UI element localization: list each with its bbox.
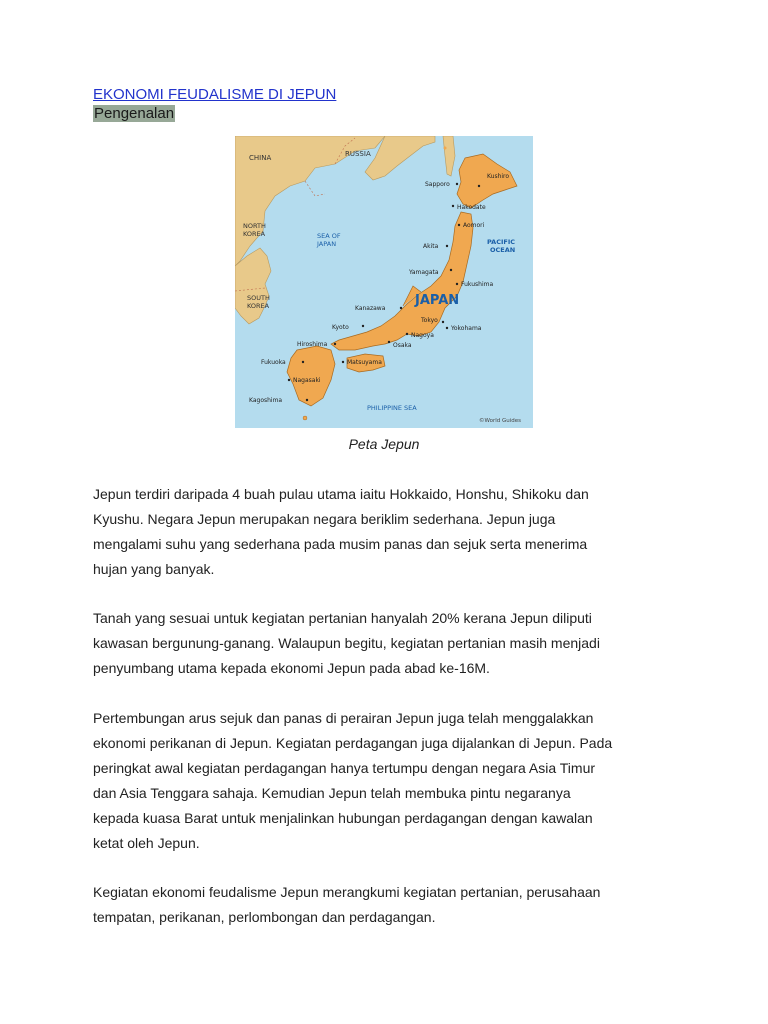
philippine-sea-label: PHILIPPINE SEA	[367, 404, 417, 412]
tokyo-label: Tokyo	[421, 317, 438, 324]
paragraph-line: Kegiatan ekonomi feudalisme Jepun merangkumi kegiatan pertanian, perusahaan	[93, 884, 601, 900]
kushiro-label: Kushiro	[487, 173, 510, 180]
paragraph-line: ketat oleh Jepun.	[93, 835, 200, 851]
kanazawa-label: Kanazawa	[355, 305, 386, 312]
china-label: CHINA	[249, 154, 272, 162]
paragraph-1	[93, 482, 693, 582]
kyoto-label: Kyoto	[332, 324, 349, 331]
kanazawa-marker	[400, 307, 402, 309]
north-korea-label-line2: KOREA	[243, 230, 266, 238]
paragraph-line: kepada kuasa Barat untuk menjalinkan hubungan perdagangan dengan kawalan	[93, 810, 593, 826]
akita-label: Akita	[423, 243, 439, 250]
aomori-marker	[458, 224, 460, 226]
sapporo-label: Sapporo	[425, 181, 450, 188]
fukuoka-marker	[302, 361, 304, 363]
paragraph-line: Jepun terdiri daripada 4 buah pulau utama iaitu Hokkaido, Honshu, Shikoku dan	[93, 486, 589, 502]
yokohama-marker	[446, 327, 448, 329]
north-korea-label-line1: NORTH	[243, 222, 266, 230]
osaka-label: Osaka	[393, 342, 412, 349]
south-korea-label-line1: SOUTH	[247, 294, 270, 302]
sea-of-japan-label-line1: SEA OF	[317, 232, 341, 240]
paragraph-line: penyumbang utama kepada ekonomi Jepun pada abad ke-16M.	[93, 660, 490, 676]
nagoya-label: Nagoya	[411, 332, 434, 339]
tokyo-marker	[442, 321, 444, 323]
south-korea-label-line2: KOREA	[247, 302, 270, 310]
fukushima-marker	[456, 283, 458, 285]
sapporo-marker	[456, 183, 458, 185]
pacific-ocean-label-line2: OCEAN	[490, 246, 516, 254]
paragraph-line: Kyushu. Negara Jepun merupakan negara beriklim sederhana. Jepun juga	[93, 511, 556, 527]
hiroshima-label: Hiroshima	[297, 341, 328, 348]
osaka-marker	[388, 341, 390, 343]
paragraph-line: tempatan, perikanan, perlombongan dan perdagangan.	[93, 909, 436, 925]
section-heading-highlighted: Pengenalan	[94, 105, 175, 122]
japan-label: JAPAN	[415, 293, 460, 308]
nagoya-marker	[406, 333, 408, 335]
pacific-ocean-label-line1: PACIFIC	[487, 238, 516, 246]
nagasaki-marker	[288, 379, 290, 381]
map-caption: Peta Jepun	[348, 436, 420, 452]
paragraph-line: Pertembungan arus sejuk dan panas di perairan Jepun juga telah menggalakkan	[93, 710, 594, 726]
kushiro-marker	[478, 185, 480, 187]
yamagata-marker	[450, 269, 452, 271]
document-title-link[interactable]: EKONOMI FEUDALISME DI JEPUN	[93, 86, 337, 103]
fukushima-label: Fukushima	[461, 281, 494, 288]
hakodate-label: Hakodate	[457, 204, 486, 211]
paragraph-2	[93, 606, 693, 681]
japan-map-image	[235, 136, 533, 428]
hakodate-marker	[452, 205, 454, 207]
nagasaki-label: Nagasaki	[293, 377, 321, 384]
kagoshima-marker	[306, 399, 308, 401]
yamagata-label: Yamagata	[409, 269, 439, 276]
fukuoka-label: Fukuoka	[261, 359, 286, 366]
map-credit: ©World Guides	[479, 418, 522, 424]
paragraph-line: peringkat awal kegiatan perdagangan hanya tertumpu dengan negara Asia Timur	[93, 760, 596, 776]
aomori-label: Aomori	[463, 222, 485, 229]
sea-of-japan-label-line2: JAPAN	[317, 240, 337, 248]
kyoto-marker	[362, 325, 364, 327]
paragraph-3	[93, 706, 693, 856]
kagoshima-label: Kagoshima	[249, 397, 283, 404]
paragraph-line: dan Asia Tenggara sahaja. Kemudian Jepun telah membuka pintu negaranya	[93, 785, 571, 801]
paragraph-line: mengalami suhu yang sederhana pada musim panas dan sejuk serta menerima	[93, 536, 588, 552]
paragraph-line: ekonomi perikanan di Jepun. Kegiatan perdagangan juga dijalankan di Jepun. Pada	[93, 735, 613, 751]
paragraph-line: kawasan bergunung-ganang. Walaupun begitu, kegiatan pertanian masih menjadi	[93, 635, 600, 651]
matsuyama-marker	[342, 361, 344, 363]
akita-marker	[446, 245, 448, 247]
paragraph-line: hujan yang banyak.	[93, 561, 215, 577]
yokohama-label: Yokohama	[451, 325, 482, 332]
hiroshima-marker	[334, 343, 336, 345]
paragraph-line: Tanah yang sesuai untuk kegiatan pertanian hanyalah 20% kerana Jepun diliputi	[93, 610, 592, 626]
matsuyama-label: Matsuyama	[347, 359, 382, 366]
paragraph-4	[93, 880, 693, 930]
russia-label: RUSSIA	[345, 150, 371, 158]
